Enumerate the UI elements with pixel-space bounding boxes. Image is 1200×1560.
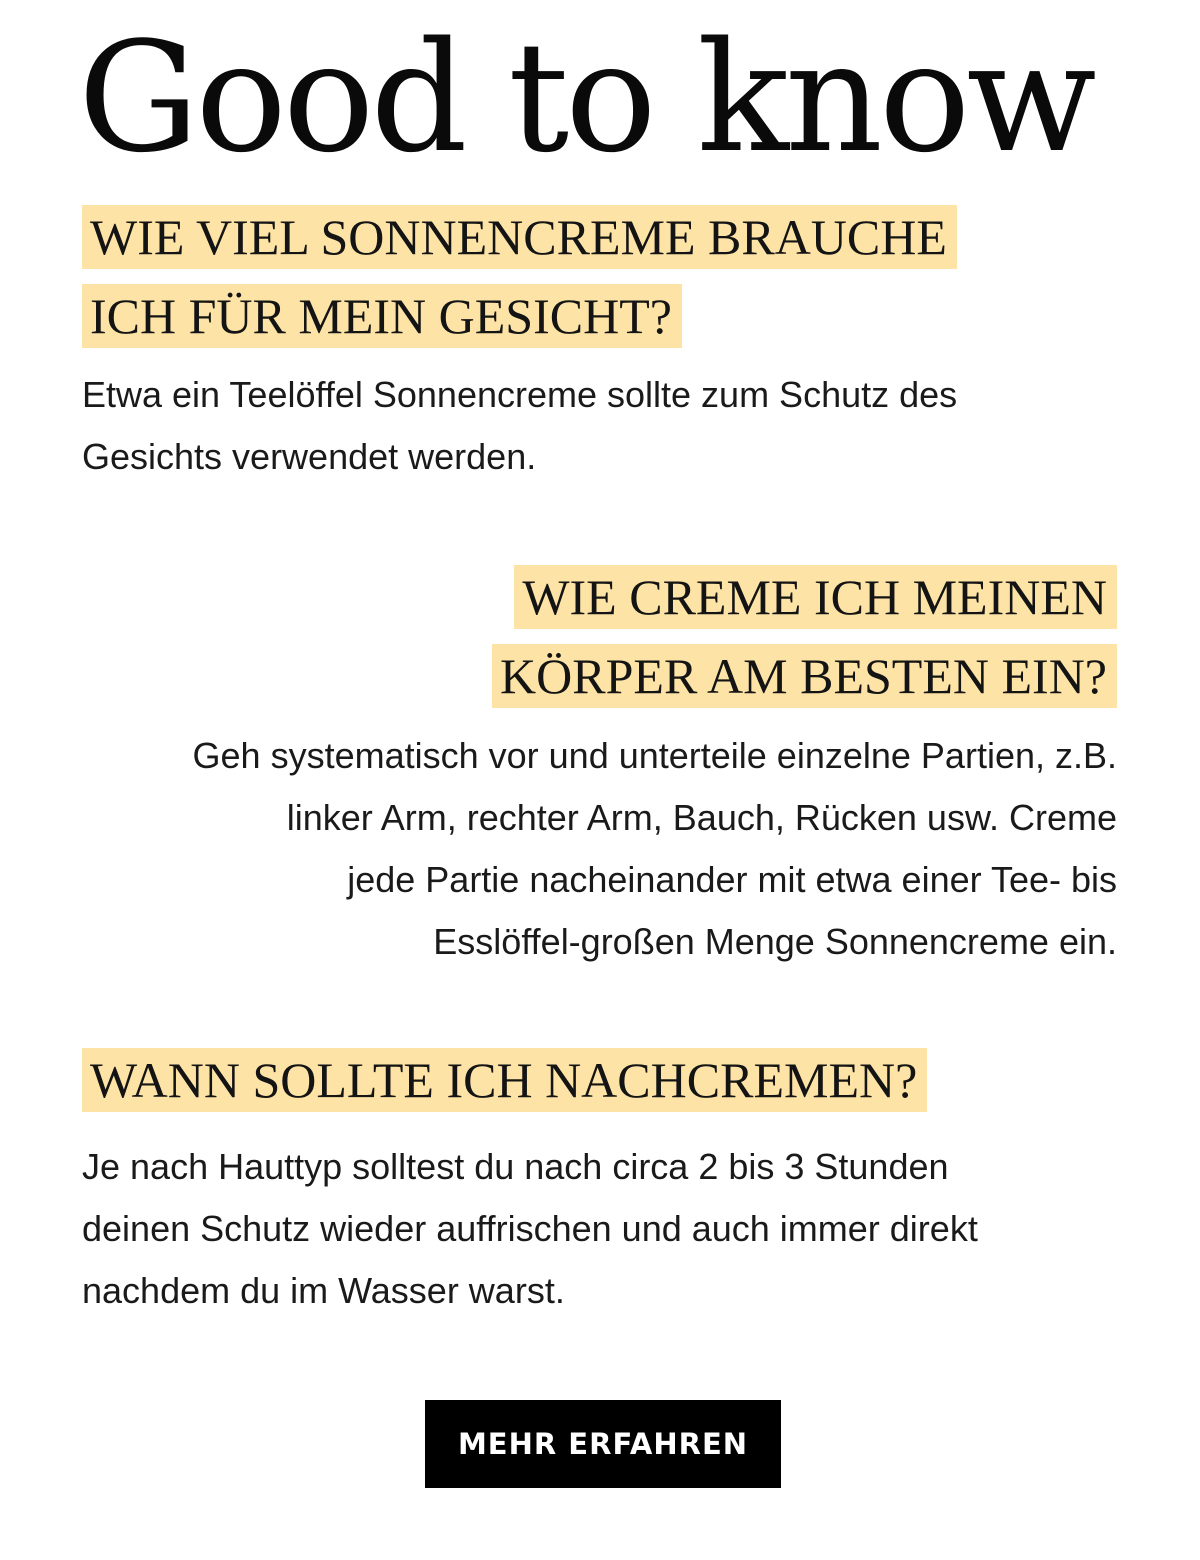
faq-answer-line: linker Arm, rechter Arm, Bauch, Rücken usw. Creme — [286, 797, 1117, 838]
faq-question-line: WANN SOLLTE ICH NACHCREMEN? — [82, 1048, 927, 1112]
faq-answer — [60, 725, 1117, 973]
faq-answer-line: Etwa ein Teelöffel Sonnencreme sollte zum Schutz des — [82, 374, 958, 415]
faq-answer-line: Gesichts verwendet werden. — [82, 436, 537, 477]
faq-question-line: WIE VIEL SONNENCREME BRAUCHE — [82, 205, 957, 269]
page-title: Good to know — [78, 9, 1093, 186]
faq-answer-line: nachdem du im Wasser warst. — [82, 1270, 565, 1311]
faq-answer — [82, 1136, 1122, 1322]
mehr-erfahren-button[interactable]: MEHR ERFAHREN — [425, 1400, 781, 1488]
faq-answer — [82, 364, 1122, 488]
faq-answer-line: Je nach Hauttyp solltest du nach circa 2 bis 3 Stunden — [82, 1146, 949, 1187]
faq-answer-line: jede Partie nacheinander mit etwa einer Tee- bis — [347, 859, 1117, 900]
faq-question-line: WIE CREME ICH MEINEN — [514, 565, 1117, 629]
faq-question-line: ICH FÜR MEIN GESICHT? — [82, 284, 682, 348]
faq-answer-line: Esslöffel-großen Menge Sonnencreme ein. — [433, 921, 1117, 962]
faq-answer-line: Geh systematisch vor und unterteile einzelne Partien, z.B. — [192, 735, 1117, 776]
faq-question-line: KÖRPER AM BESTEN EIN? — [492, 644, 1117, 708]
faq-answer-line: deinen Schutz wieder auffrischen und auch immer direkt — [82, 1208, 978, 1249]
